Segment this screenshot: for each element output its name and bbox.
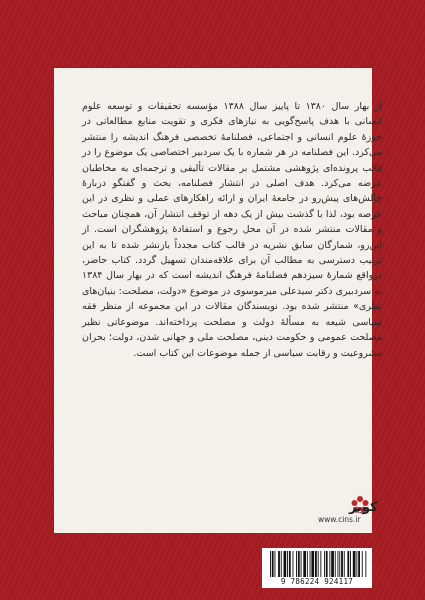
barcode-bar (358, 551, 360, 577)
barcode-bar (272, 551, 274, 577)
barcode-bar (347, 551, 349, 577)
barcode-bar (275, 551, 276, 577)
barcode-bar (320, 551, 321, 577)
publisher-logo-text: کویر (349, 500, 378, 515)
barcode-bar (301, 551, 302, 577)
barcode-bar (289, 551, 291, 577)
barcode-bar (311, 551, 314, 577)
barcode-bar (326, 551, 328, 577)
barcode-bar (341, 551, 343, 577)
barcode-bar (356, 551, 357, 577)
barcode-bar (344, 551, 345, 577)
barcode-bar (315, 551, 317, 577)
barcode-bar (331, 551, 334, 577)
barcode-bar (324, 551, 325, 577)
barcode-bar (362, 551, 363, 577)
barcode-bar (298, 551, 300, 577)
barcode-bar (310, 551, 311, 577)
barcode-bar (287, 551, 288, 577)
isbn-number: 9 786224 924117 (280, 577, 354, 586)
barcode-bar (365, 551, 366, 577)
barcode-bar (318, 551, 319, 577)
back-cover-blurb: از بهار سال ۱۳۸۰ تا پاییز سال ۱۳۸۸ مؤسسه تحقیقات و توسعه علوم انسانی با هدف پاسخ‌گویی به نیازهای فکری و تقویت منابع مطالعاتی در حوزهٔ علوم انسانی و اجتماعی، فصلنامهٔ تخصصی فرهنگ اندیشه را منتشر می‌کرد. این فصلنامه در هر شماره با یک سردبیر اختصاصی یک موضوع را در قالب پرونده‌ای پژوهشی مشتمل بر مقالات تألیفی و ترجمه‌ای به مخاطبان عرضه می‌کرد. هدف اصلی در انتشار فصلنامه، بحث و گفتگو دربارهٔ چالش‌های پیش‌رو در جامعهٔ ایران و ارائه راهکارهای عملی و نظری در این عرصه بود، لذا با گذشت بیش از یک دهه از توقف انتشار آن، همچنان مباحث و مقالات منتشر شده در آن محل رجوع و استفادهٔ پژوهشگران است. از این‌رو، شمارگان سابق نشریه در قالب کتاب مجدداً بازنشر شده تا به این ترتیب دسترسی به مطالب آن برای علاقه‌مندان تسهیل گردد. کتاب حاضر، درواقع شمارهٔ سیزدهم فصلنامهٔ فرهنگ اندیشه است که در بهار سال ۱۳۸۴ به سردبیری دکتر سیدعلی میرموسوی در موضوع «دولت، مصلحت: بنیان‌های نظری» منتشر شده بود. نویسندگان مقالات در این مجموعه از منظر فقه سیاسی شیعه به مسألهٔ دولت و مصلحت پرداخته‌اند. موضوعاتی نظیر مصلحت عمومی و حکومت دینی، مصلحت ملی و جهانی شدن، دولت؛ بحران مشروعیت و رقابت سیاسی از جمله موضوعات این کتاب است. (82, 101, 382, 359)
barcode-bar (284, 551, 287, 577)
barcode-bar (270, 551, 271, 577)
barcode-bars (270, 551, 366, 577)
barcode-bar (293, 551, 294, 577)
barcode-bar (335, 551, 336, 577)
barcode-bar (296, 551, 297, 577)
barcode-bar (303, 551, 306, 577)
barcode-bar (339, 551, 340, 577)
barcode-bar (278, 551, 280, 577)
barcode-bar (338, 551, 339, 577)
barcode-bar (350, 551, 351, 577)
barcode (262, 548, 372, 588)
barcode-bar (353, 551, 356, 577)
barcode-bar (329, 551, 330, 577)
barcode-bar (281, 551, 282, 577)
barcode-bar (307, 551, 308, 577)
publisher-website: www.cins.ir (318, 515, 361, 524)
